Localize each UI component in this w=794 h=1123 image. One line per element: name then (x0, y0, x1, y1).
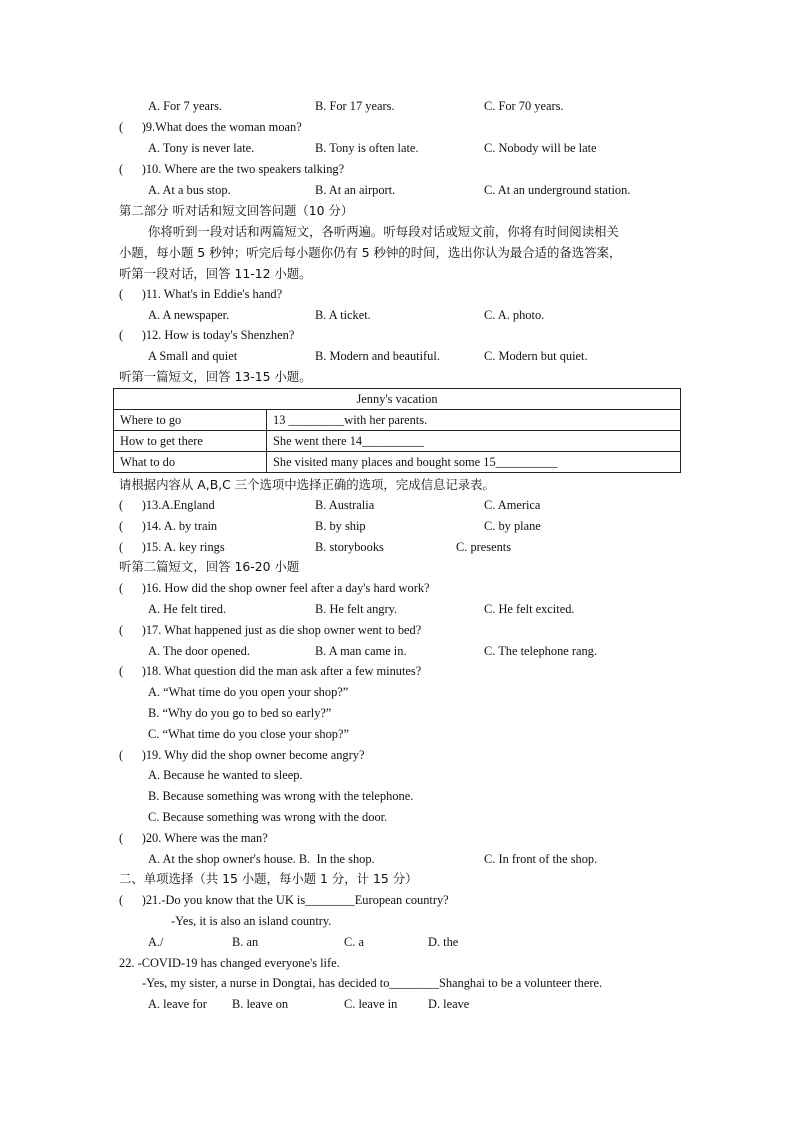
q15-stem: ( )15. A. key rings (119, 540, 225, 554)
q18-option-a: A. “What time do you open your shop?” (148, 685, 349, 699)
q21-option-d: D. the (428, 935, 459, 949)
q10-stem: ( )10. Where are the two speakers talking? (119, 162, 345, 176)
q13-option-b: B. Australia (315, 498, 375, 512)
q19-option-c: C. Because something was wrong with the door. (148, 810, 388, 824)
q18-stem: ( )18. What question did the man ask after a few minutes? (119, 664, 422, 678)
q11-option-c: C. A. photo. (484, 308, 545, 322)
passage2-title: 听第二篇短文，回答 16-20 小题 (119, 559, 300, 574)
q22-option-a: A. leave for (148, 997, 207, 1011)
q17-stem: ( )17. What happened just as die shop owner went to bed? (119, 623, 422, 637)
q14-option-c: C. by plane (484, 519, 541, 533)
table-row-label: What to do (114, 452, 267, 473)
q9-stem: ( )9.What does the woman moan? (119, 120, 302, 134)
q17-option-a: A. The door opened. (148, 644, 250, 658)
q18-option-c: C. “What time do you close your shop?” (148, 727, 349, 741)
q19-option-b: B. Because something was wrong with the telephone. (148, 789, 414, 803)
q15-option-b: B. storybooks (315, 540, 384, 554)
q16-option-b: B. He felt angry. (315, 602, 398, 616)
q16-stem: ( )16. How did the shop owner feel after a day's hard work? (119, 581, 430, 595)
q16-option-a: A. He felt tired. (148, 602, 227, 616)
q9-option-a: A. Tony is never late. (148, 141, 255, 155)
q18-option-b: B. “Why do you go to bed so early?” (148, 706, 332, 720)
q8-option-a: A. For 7 years. (148, 99, 222, 113)
q11-stem: ( )11. What's in Eddie's hand? (119, 287, 283, 301)
q13-stem: ( )13.A.England (119, 498, 215, 512)
q14-stem: ( )14. A. by train (119, 519, 218, 533)
q10-option-a: A. At a bus stop. (148, 183, 231, 197)
q14-option-b: B. by ship (315, 519, 366, 533)
q20-option-c: C. In front of the shop. (484, 852, 598, 866)
q22-option-d: D. leave (428, 997, 470, 1011)
q19-stem: ( )19. Why did the shop owner become angry? (119, 748, 365, 762)
q13-option-c: C. America (484, 498, 541, 512)
table-row (114, 410, 681, 431)
table-row-value: She went there 14__________ (267, 431, 681, 452)
table-row-value: She visited many places and bought some 15__________ (267, 452, 681, 473)
q22-stem: 22. -COVID-19 has changed everyone's life. (119, 956, 340, 970)
table-title: Jenny's vacation (114, 389, 681, 410)
part2-title: 第二部分 听对话和短文回答问题（10 分） (119, 203, 354, 218)
q9-option-b: B. Tony is often late. (315, 141, 419, 155)
q15-option-c: C. presents (456, 540, 512, 554)
table-title-row (114, 389, 681, 410)
q10-option-b: B. At an airport. (315, 183, 396, 197)
q12-option-b: B. Modern and beautiful. (315, 349, 440, 363)
section2-title: 二、单项选择（共 15 小题，每小题 1 分，计 15 分） (119, 871, 418, 886)
q10-option-c: C. At an underground station. (484, 183, 631, 197)
q11-option-b: B. A ticket. (315, 308, 371, 322)
q8-option-c: C. For 70 years. (484, 99, 564, 113)
q17-option-b: B. A man came in. (315, 644, 407, 658)
table-row (114, 431, 681, 452)
passage1-title: 听第一篇短文，回答 13-15 小题。 (119, 369, 312, 384)
q22-option-b: B. leave on (232, 997, 289, 1011)
table-row-value: 13 _________with her parents. (267, 410, 681, 431)
q21-reply: -Yes, it is also an island country. (171, 914, 332, 928)
q20-option-ab: A. At the shop owner's house. B. In the shop. (148, 852, 375, 866)
q17-option-c: C. The telephone rang. (484, 644, 597, 658)
table-row-label: Where to go (114, 410, 267, 431)
table-row (114, 452, 681, 473)
part2-instruction-line1: 你将听到一段对话和两篇短文，各听两遍。听每段对话或短文前，你将有时间阅读相关 (148, 224, 619, 239)
q9-option-c: C. Nobody will be late (484, 141, 597, 155)
part2-instruction-line2: 小题，每小题 5 秒钟；听完后每小题你仍有 5 秒钟的时间，选出你认为最合适的备选答案， (119, 245, 622, 260)
q12-option-c: C. Modern but quiet. (484, 349, 588, 363)
jenny-vacation-table (113, 388, 681, 473)
q22-reply: -Yes, my sister, a nurse in Dongtai, has decided to________Shanghai to be a volunteer there. (142, 976, 603, 990)
q19-option-a: A. Because he wanted to sleep. (148, 768, 303, 782)
q21-option-b: B. an (232, 935, 259, 949)
q12-stem: ( )12. How is today's Shenzhen? (119, 328, 295, 342)
table-row-label: How to get there (114, 431, 267, 452)
part2-instruction-line3: 听第一段对话，回答 11-12 小题。 (119, 266, 312, 281)
q21-option-a: A./ (148, 935, 164, 949)
q12-option-a: A Small and quiet (148, 349, 238, 363)
q8-option-b: B. For 17 years. (315, 99, 395, 113)
q21-stem: ( )21.-Do you know that the UK is________European country? (119, 893, 449, 907)
table-instruction: 请根据内容从 A,B,C 三个选项中选择正确的选项，完成信息记录表。 (119, 477, 495, 492)
q22-option-c: C. leave in (344, 997, 398, 1011)
q11-option-a: A. A newspaper. (148, 308, 230, 322)
q16-option-c: C. He felt excited. (484, 602, 575, 616)
q20-stem: ( )20. Where was the man? (119, 831, 268, 845)
q21-option-c: C. a (344, 935, 364, 949)
